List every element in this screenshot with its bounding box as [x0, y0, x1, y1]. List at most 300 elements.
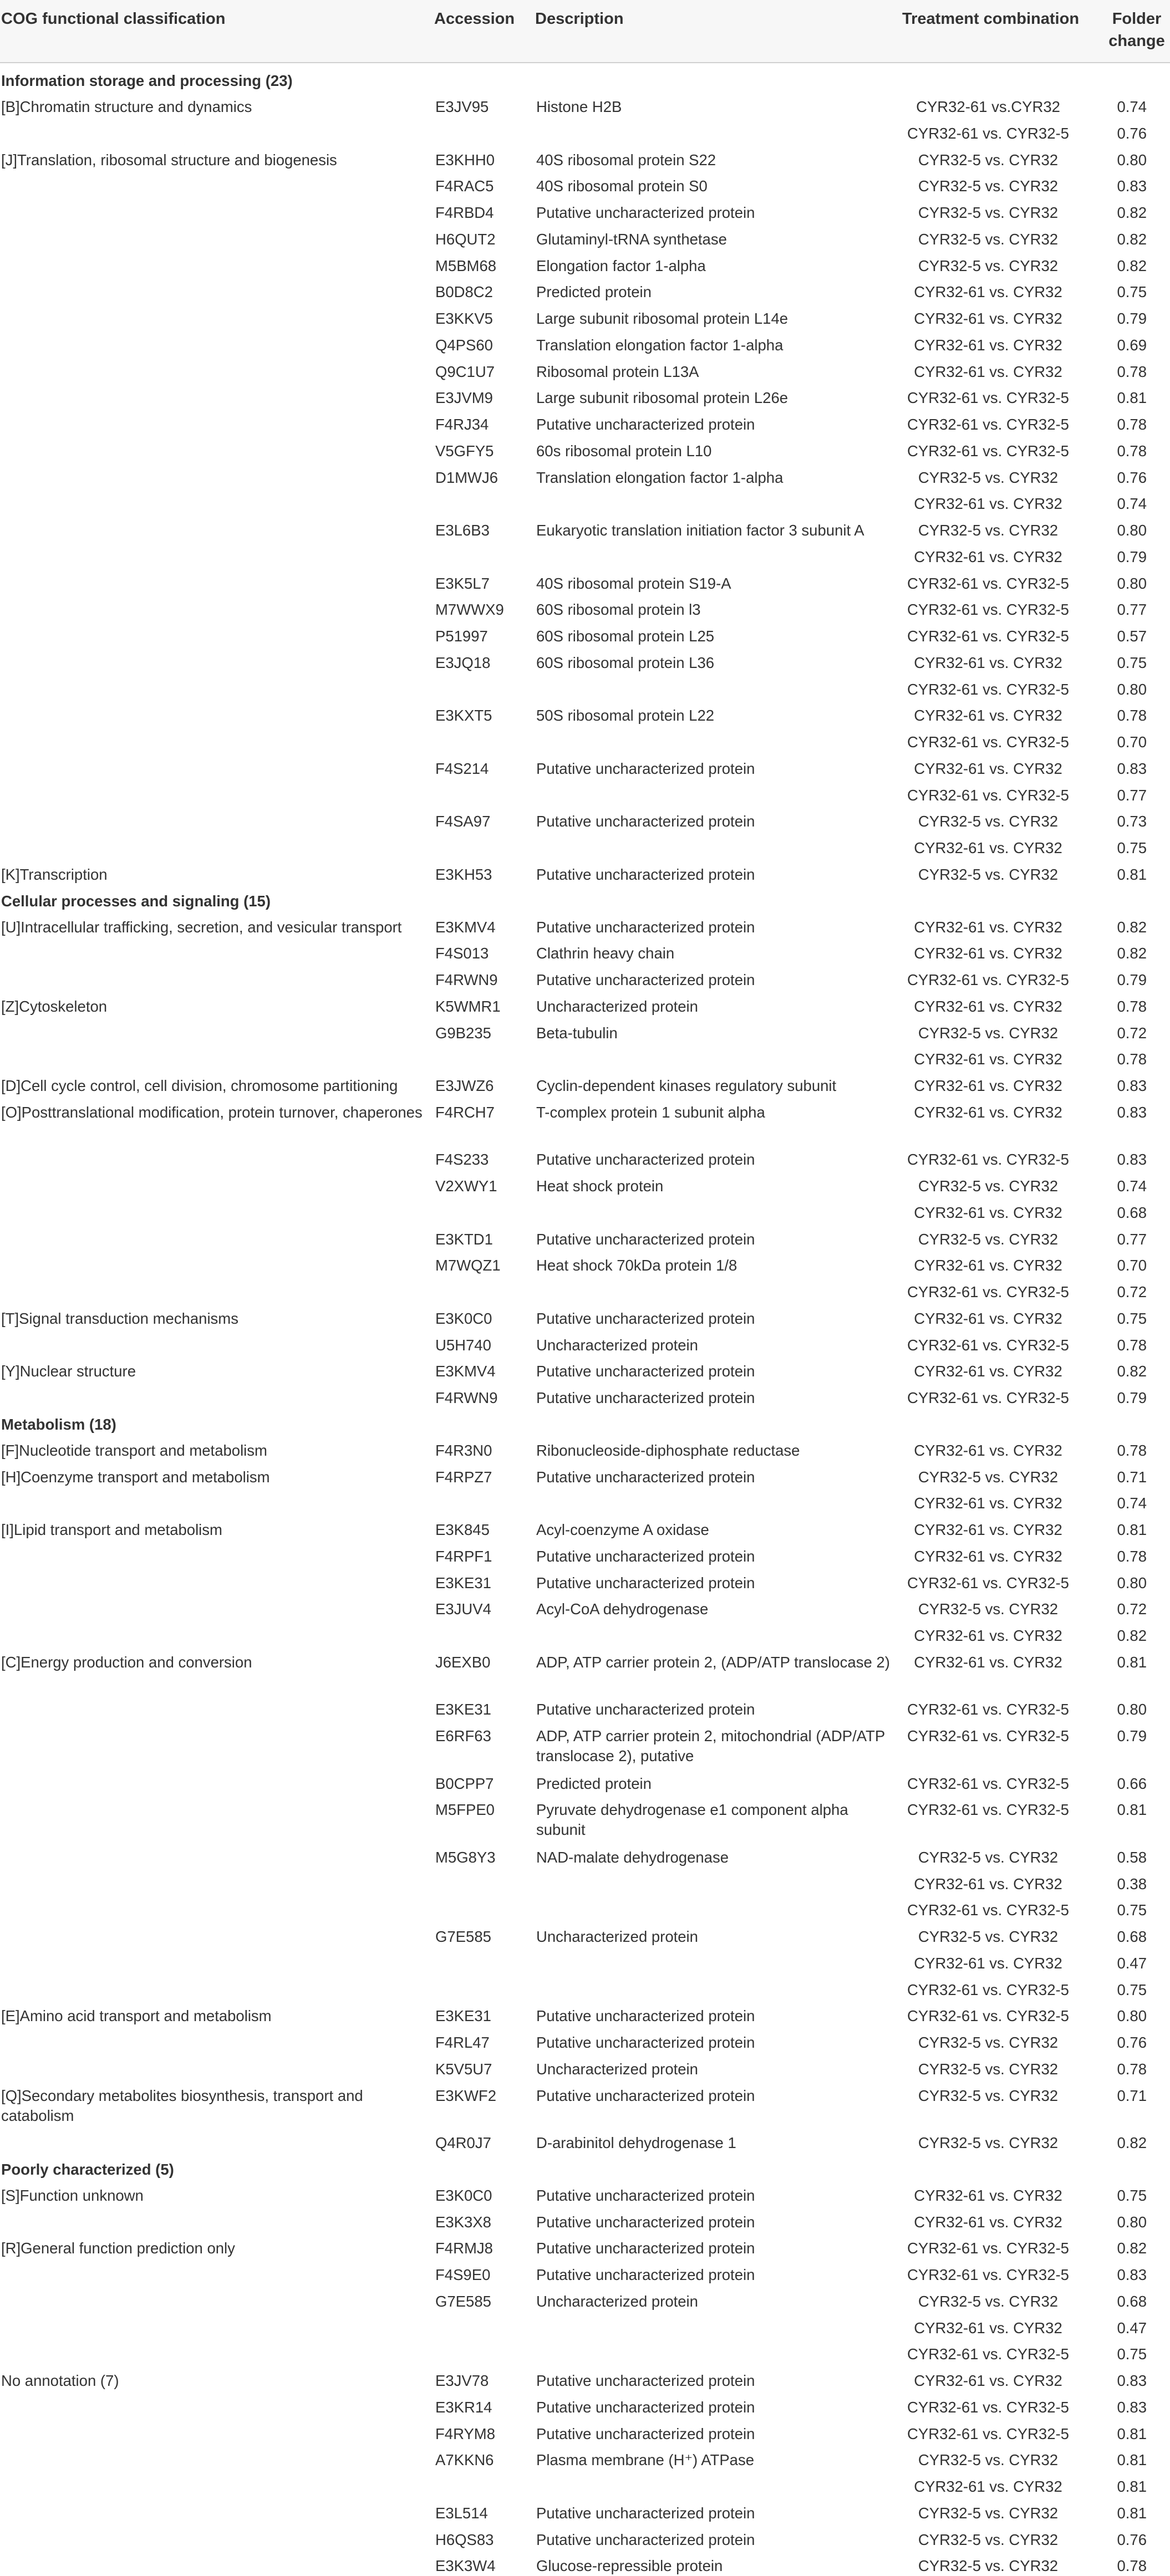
fold-change-cell: 0.76 [1117, 2531, 1147, 2548]
treatment-cell: CYR32-61 vs. CYR32 [914, 1547, 1062, 1565]
treatment-cell: CYR32-61 vs. CYR32 [914, 2319, 1062, 2337]
treatment-cell: CYR32-61 vs. CYR32 [914, 1627, 1062, 1644]
treatment-cell: CYR32-5 vs. CYR32 [918, 177, 1059, 195]
fold-change-cell: 0.81 [1117, 865, 1147, 883]
description-cell: Large subunit ribosomal protein L26e [536, 389, 789, 407]
description-cell: Predicted protein [536, 1774, 652, 1792]
accession-cell: F4S013 [435, 945, 489, 962]
treatment-cell: CYR32-5 vs. CYR32 [918, 230, 1059, 248]
accession-cell: E3JQ18 [435, 654, 491, 671]
fold-change-cell: 0.78 [1117, 1050, 1147, 1068]
accession-cell: F4RL47 [435, 2034, 490, 2051]
treatment-cell: CYR32-61 vs. CYR32 [914, 918, 1062, 936]
treatment-cell: CYR32-5 vs. CYR32 [918, 2034, 1059, 2051]
treatment-cell: CYR32-61 vs. CYR32 [914, 310, 1062, 327]
accession-cell: G7E585 [435, 1928, 491, 1945]
description-cell: 40S ribosomal protein S19-A [536, 574, 731, 592]
description-cell: Ribonucleoside-diphosphate reductase [536, 1441, 800, 1459]
description-cell: Putative uncharacterized protein [536, 1363, 755, 1380]
fold-change-cell: 0.73 [1117, 813, 1147, 830]
fold-change-cell: 0.74 [1117, 1494, 1147, 1512]
treatment-cell: CYR32-61 vs. CYR32-5 [907, 1801, 1069, 1819]
fold-change-cell: 0.78 [1117, 442, 1147, 460]
accession-cell: F4RYM8 [435, 2425, 495, 2442]
treatment-cell: CYR32-61 vs. CYR32 [914, 1494, 1062, 1512]
accession-cell: E3JVM9 [435, 389, 493, 407]
fold-change-cell: 0.71 [1117, 2087, 1147, 2104]
accession-cell: F4RBD4 [435, 204, 494, 221]
accession-cell: E3KMV4 [435, 918, 496, 936]
treatment-cell: CYR32-61 vs. CYR32-5 [907, 442, 1069, 460]
treatment-cell: CYR32-5 vs. CYR32 [918, 204, 1059, 221]
accession-cell: F4RCH7 [435, 1103, 495, 1121]
cog-category-cell: [F]Nucleotide transport and metabolism [1, 1441, 267, 1459]
treatment-cell: CYR32-61 vs. CYR32 [914, 1441, 1062, 1459]
treatment-cell: CYR32-61 vs. CYR32 [914, 1521, 1062, 1538]
fold-change-cell: 0.76 [1117, 124, 1147, 142]
fold-change-cell: 0.79 [1117, 1389, 1147, 1406]
fold-change-cell: 0.81 [1117, 1521, 1147, 1538]
cog-category-cell: [T]Signal transduction mechanisms [1, 1309, 238, 1327]
accession-cell: E3JUV4 [435, 1600, 491, 1618]
fold-change-cell: 0.57 [1117, 628, 1147, 645]
treatment-cell: CYR32-5 vs. CYR32 [918, 2087, 1059, 2104]
accession-cell: F4S9E0 [435, 2266, 491, 2283]
fold-change-cell: 0.82 [1117, 918, 1147, 936]
treatment-cell: CYR32-61 vs. CYR32 [914, 2213, 1062, 2231]
description-cell: Putative uncharacterized protein [536, 813, 755, 830]
treatment-cell: CYR32-61 vs. CYR32-5 [907, 1151, 1069, 1169]
fold-change-cell: 0.78 [1117, 2557, 1147, 2575]
accession-cell: E3JWZ6 [435, 1077, 494, 1094]
accession-cell: F4RWN9 [435, 971, 498, 988]
accession-cell: E3KTD1 [435, 1230, 493, 1248]
cog-category-cell: [K]Transcription [1, 865, 108, 883]
description-cell: Predicted protein [536, 283, 652, 301]
accession-cell: Q9C1U7 [435, 363, 495, 380]
treatment-cell: CYR32-61 vs. CYR32 [914, 548, 1062, 565]
fold-change-cell: 0.83 [1117, 1103, 1147, 1121]
treatment-cell: CYR32-61 vs. CYR32 [914, 495, 1062, 513]
accession-cell: E3KE31 [435, 1574, 491, 1591]
accession-cell: F4S214 [435, 759, 489, 777]
description-cell: Large subunit ribosomal protein L14e [536, 310, 789, 327]
accession-cell: F4S233 [435, 1151, 489, 1169]
fold-change-cell: 0.75 [1117, 1901, 1147, 1919]
description-cell: Putative uncharacterized protein [536, 204, 755, 221]
description-cell: Acyl-CoA dehydrogenase [536, 1600, 709, 1618]
accession-cell: M5BM68 [435, 257, 497, 274]
treatment-cell: CYR32-61 vs. CYR32-5 [907, 124, 1069, 142]
description-cell: Putative uncharacterized protein [536, 2425, 755, 2442]
description-cell: 40S ribosomal protein S0 [536, 177, 708, 195]
description-cell: 60S ribosomal protein L25 [536, 628, 715, 645]
fold-change-cell: 0.77 [1117, 1230, 1147, 1248]
fold-change-cell: 0.83 [1117, 177, 1147, 195]
fold-change-cell: 0.83 [1117, 1151, 1147, 1169]
description-cell: Pyruvate dehydrogenase e1 component alpha subunit [536, 1801, 848, 1839]
accession-cell: E6RF63 [435, 1727, 491, 1744]
description-cell: ADP, ATP carrier protein 2, (ADP/ATP translocase 2) [536, 1653, 890, 1671]
fold-change-cell: 0.68 [1117, 1203, 1147, 1221]
treatment-cell: CYR32-61 vs. CYR32-5 [907, 628, 1069, 645]
treatment-cell: CYR32-61 vs. CYR32-5 [907, 1981, 1069, 1998]
cog-category-cell: [Q]Secondary metabolites biosynthesis, transport and catabolism [1, 2087, 363, 2124]
treatment-cell: CYR32-5 vs. CYR32 [918, 1600, 1059, 1618]
cog-category-cell: [J]Translation, ribosomal structure and biogenesis [1, 151, 337, 169]
fold-change-cell: 0.80 [1117, 680, 1147, 698]
fold-change-cell: 0.82 [1117, 230, 1147, 248]
fold-change-cell: 0.81 [1117, 1653, 1147, 1671]
treatment-cell: CYR32-5 vs. CYR32 [918, 2451, 1059, 2469]
treatment-cell: CYR32-5 vs. CYR32 [918, 2557, 1059, 2575]
description-cell: Uncharacterized protein [536, 2060, 698, 2078]
treatment-cell: CYR32-61 vs. CYR32 [914, 1050, 1062, 1068]
treatment-cell: CYR32-5 vs. CYR32 [918, 522, 1059, 539]
fold-change-cell: 0.66 [1117, 1774, 1147, 1792]
cog-category-cell: [C]Energy production and conversion [1, 1653, 252, 1671]
treatment-cell: CYR32-61 vs. CYR32-5 [907, 786, 1069, 804]
fold-change-cell: 0.75 [1117, 1981, 1147, 1998]
col-header-description: Description [535, 10, 624, 28]
treatment-cell: CYR32-61 vs. CYR32 [914, 1363, 1062, 1380]
accession-cell: E3K3W4 [435, 2557, 496, 2575]
section-heading: Metabolism (18) [1, 1415, 116, 1433]
description-cell: Heat shock protein [536, 1177, 664, 1195]
treatment-cell: CYR32-61 vs. CYR32 [914, 2372, 1062, 2389]
treatment-cell: CYR32-5 vs. CYR32 [918, 865, 1059, 883]
accession-cell: E3L6B3 [435, 522, 490, 539]
col-header-fold-change-1: Folder [1112, 10, 1162, 28]
fold-change-cell: 0.70 [1117, 733, 1147, 751]
fold-change-cell: 0.75 [1117, 1309, 1147, 1327]
description-cell: Putative uncharacterized protein [536, 1468, 755, 1486]
treatment-cell: CYR32-61 vs. CYR32-5 [907, 2007, 1069, 2025]
accession-cell: Q4PS60 [435, 336, 493, 354]
cog-category-cell: No annotation (7) [1, 2372, 119, 2389]
description-cell: T-complex protein 1 subunit alpha [536, 1103, 765, 1121]
description-cell: Putative uncharacterized protein [536, 1151, 755, 1169]
fold-change-cell: 0.69 [1117, 336, 1147, 354]
description-cell: Eukaryotic translation initiation factor 3 subunit A [536, 522, 864, 539]
treatment-cell: CYR32-61 vs. CYR32-5 [907, 733, 1069, 751]
fold-change-cell: 0.72 [1117, 1024, 1147, 1042]
description-cell: 60S ribosomal protein l3 [536, 601, 701, 619]
cog-category-cell: [R]General function prediction only [1, 2240, 235, 2257]
fold-change-cell: 0.77 [1117, 786, 1147, 804]
treatment-cell: CYR32-61 vs. CYR32-5 [907, 1727, 1069, 1744]
description-cell: Putative uncharacterized protein [536, 2087, 755, 2104]
description-cell: Cyclin-dependent kinases regulatory subunit [536, 1077, 837, 1094]
description-cell: Translation elongation factor 1-alpha [536, 468, 784, 486]
description-cell: Putative uncharacterized protein [536, 2266, 755, 2283]
accession-cell: E3KHH0 [435, 151, 495, 169]
cog-category-cell: [O]Posttranslational modification, protein turnover, chaperones [1, 1103, 423, 1121]
fold-change-cell: 0.81 [1117, 2478, 1147, 2495]
description-cell: Putative uncharacterized protein [536, 2186, 755, 2204]
fold-change-cell: 0.82 [1117, 204, 1147, 221]
treatment-cell: CYR32-5 vs. CYR32 [918, 813, 1059, 830]
accession-cell: F4RJ34 [435, 416, 489, 433]
accession-cell: G7E585 [435, 2292, 491, 2310]
fold-change-cell: 0.81 [1117, 2504, 1147, 2522]
section-heading: Information storage and processing (23) [1, 72, 293, 89]
description-cell: Uncharacterized protein [536, 997, 698, 1015]
fold-change-cell: 0.74 [1117, 98, 1147, 115]
treatment-cell: CYR32-61 vs. CYR32 [914, 839, 1062, 856]
treatment-cell: CYR32-5 vs. CYR32 [918, 2292, 1059, 2310]
description-cell: Elongation factor 1-alpha [536, 257, 706, 274]
fold-change-cell: 0.80 [1117, 1701, 1147, 1718]
accession-cell: F4RMJ8 [435, 2240, 493, 2257]
accession-cell: M7WQZ1 [435, 1257, 501, 1274]
fold-change-cell: 0.75 [1117, 2345, 1147, 2363]
fold-change-cell: 0.80 [1117, 2213, 1147, 2231]
treatment-cell: CYR32-5 vs. CYR32 [918, 1230, 1059, 1248]
accession-cell: P51997 [435, 628, 488, 645]
accession-cell: E3JV78 [435, 2372, 489, 2389]
fold-change-cell: 0.76 [1117, 468, 1147, 486]
description-cell: Histone H2B [536, 98, 622, 115]
accession-cell: F4SA97 [435, 813, 491, 830]
fold-change-cell: 0.38 [1117, 1875, 1147, 1893]
description-cell: Putative uncharacterized protein [536, 1574, 755, 1591]
treatment-cell: CYR32-61 vs. CYR32 [914, 2186, 1062, 2204]
treatment-cell: CYR32-61 vs. CYR32-5 [907, 1336, 1069, 1354]
treatment-cell: CYR32-61 vs. CYR32 [914, 1954, 1062, 1972]
fold-change-cell: 0.81 [1117, 2425, 1147, 2442]
treatment-cell: CYR32-5 vs. CYR32 [918, 1928, 1059, 1945]
fold-change-cell: 0.77 [1117, 601, 1147, 619]
treatment-cell: CYR32-61 vs. CYR32-5 [907, 971, 1069, 988]
fold-change-cell: 0.74 [1117, 495, 1147, 513]
cog-category-cell: [S]Function unknown [1, 2186, 144, 2204]
description-cell: Heat shock 70kDa protein 1/8 [536, 1257, 737, 1274]
description-cell: Putative uncharacterized protein [536, 1701, 755, 1718]
description-cell: Uncharacterized protein [536, 1928, 698, 1945]
description-cell: Putative uncharacterized protein [536, 2531, 755, 2548]
description-cell: Putative uncharacterized protein [536, 2398, 755, 2416]
treatment-cell: CYR32-61 vs. CYR32 [914, 1257, 1062, 1274]
fold-change-cell: 0.75 [1117, 654, 1147, 671]
description-cell: Ribosomal protein L13A [536, 363, 699, 380]
description-cell: Translation elongation factor 1-alpha [536, 336, 784, 354]
fold-change-cell: 0.75 [1117, 283, 1147, 301]
accession-cell: Q4R0J7 [435, 2134, 491, 2151]
treatment-cell: CYR32-5 vs. CYR32 [918, 1177, 1059, 1195]
col-header-fold-change-2: change [1108, 32, 1165, 50]
treatment-cell: CYR32-61 vs. CYR32 [914, 1875, 1062, 1893]
description-cell: Putative uncharacterized protein [536, 2240, 755, 2257]
accession-cell: G9B235 [435, 1024, 491, 1042]
description-cell: Uncharacterized protein [536, 2292, 698, 2310]
fold-change-cell: 0.79 [1117, 1727, 1147, 1744]
treatment-cell: CYR32-61 vs. CYR32-5 [907, 416, 1069, 433]
fold-change-cell: 0.82 [1117, 1363, 1147, 1380]
accession-cell: M5FPE0 [435, 1801, 495, 1819]
accession-cell: K5V5U7 [435, 2060, 492, 2078]
description-cell: Glutaminyl-tRNA synthetase [536, 230, 727, 248]
fold-change-cell: 0.81 [1117, 389, 1147, 407]
description-cell: Putative uncharacterized protein [536, 416, 755, 433]
fold-change-cell: 0.76 [1117, 2034, 1147, 2051]
fold-change-cell: 0.78 [1117, 1547, 1147, 1565]
treatment-cell: CYR32-61 vs. CYR32-5 [907, 1701, 1069, 1718]
description-cell: Acyl-coenzyme A oxidase [536, 1521, 709, 1538]
treatment-cell: CYR32-61 vs. CYR32-5 [907, 1774, 1069, 1792]
cog-category-cell: [D]Cell cycle control, cell division, chromosome partitioning [1, 1077, 398, 1094]
fold-change-cell: 0.75 [1117, 2186, 1147, 2204]
description-cell: 40S ribosomal protein S22 [536, 151, 716, 169]
description-cell: Putative uncharacterized protein [536, 2034, 755, 2051]
accession-cell: E3JV95 [435, 98, 489, 115]
treatment-cell: CYR32-5 vs. CYR32 [918, 2134, 1059, 2151]
description-cell: Putative uncharacterized protein [536, 2504, 755, 2522]
treatment-cell: CYR32-61 vs. CYR32-5 [907, 2240, 1069, 2257]
accession-cell: H6QUT2 [435, 230, 496, 248]
treatment-cell: CYR32-5 vs. CYR32 [918, 2504, 1059, 2522]
treatment-cell: CYR32-61 vs. CYR32 [914, 363, 1062, 380]
description-cell: NAD-malate dehydrogenase [536, 1848, 729, 1866]
treatment-cell: CYR32-61 vs. CYR32-5 [907, 574, 1069, 592]
treatment-cell: CYR32-61 vs. CYR32 [914, 1077, 1062, 1094]
fold-change-cell: 0.79 [1117, 548, 1147, 565]
fold-change-cell: 0.58 [1117, 1848, 1147, 1866]
description-cell: 60s ribosomal protein L10 [536, 442, 712, 460]
description-cell: Putative uncharacterized protein [536, 2007, 755, 2025]
treatment-cell: CYR32-61 vs. CYR32 [914, 759, 1062, 777]
fold-change-cell: 0.47 [1117, 1954, 1147, 1972]
description-cell: Putative uncharacterized protein [536, 971, 755, 988]
accession-cell: E3KE31 [435, 1701, 491, 1718]
accession-cell: B0CPP7 [435, 1774, 494, 1792]
accession-cell: E3K0C0 [435, 2186, 492, 2204]
description-cell: 50S ribosomal protein L22 [536, 707, 715, 725]
fold-change-cell: 0.72 [1117, 1283, 1147, 1300]
accession-cell: M5G8Y3 [435, 1848, 496, 1866]
treatment-cell: CYR32-61 vs. CYR32-5 [907, 1901, 1069, 1919]
fold-change-cell: 0.79 [1117, 310, 1147, 327]
accession-cell: D1MWJ6 [435, 468, 498, 486]
treatment-cell: CYR32-5 vs. CYR32 [918, 1848, 1059, 1866]
fold-change-cell: 0.71 [1117, 1468, 1147, 1486]
accession-cell: E3KE31 [435, 2007, 491, 2025]
accession-cell: F4RWN9 [435, 1389, 498, 1406]
col-header-accession: Accession [434, 10, 515, 28]
treatment-cell: CYR32-61 vs. CYR32 [914, 1103, 1062, 1121]
treatment-cell: CYR32-61 vs.CYR32 [916, 98, 1060, 115]
cog-category-cell: [E]Amino acid transport and metabolism [1, 2007, 272, 2025]
description-cell: Clathrin heavy chain [536, 945, 675, 962]
fold-change-cell: 0.80 [1117, 522, 1147, 539]
col-header-cog: COG functional classification [1, 10, 226, 28]
accession-cell: E3K0C0 [435, 1309, 492, 1327]
accession-cell: V5GFY5 [435, 442, 494, 460]
treatment-cell: CYR32-61 vs. CYR32 [914, 283, 1062, 301]
treatment-cell: CYR32-61 vs. CYR32-5 [907, 680, 1069, 698]
description-cell: Plasma membrane (H⁺) ATPase [536, 2451, 755, 2469]
cog-category-cell: [H]Coenzyme transport and metabolism [1, 1468, 270, 1486]
fold-change-cell: 0.83 [1117, 2372, 1147, 2389]
fold-change-cell: 0.68 [1117, 2292, 1147, 2310]
fold-change-cell: 0.82 [1117, 2134, 1147, 2151]
treatment-cell: CYR32-61 vs. CYR32-5 [907, 2345, 1069, 2363]
accession-cell: E3KH53 [435, 865, 492, 883]
fold-change-cell: 0.81 [1117, 1801, 1147, 1819]
description-cell: Putative uncharacterized protein [536, 865, 755, 883]
accession-cell: K5WMR1 [435, 997, 501, 1015]
treatment-cell: CYR32-61 vs. CYR32 [914, 654, 1062, 671]
fold-change-cell: 0.78 [1117, 1336, 1147, 1354]
fold-change-cell: 0.80 [1117, 2007, 1147, 2025]
fold-change-cell: 0.82 [1117, 257, 1147, 274]
treatment-cell: CYR32-61 vs. CYR32 [914, 707, 1062, 725]
accession-cell: E3K845 [435, 1521, 490, 1538]
treatment-cell: CYR32-5 vs. CYR32 [918, 2531, 1059, 2548]
treatment-cell: CYR32-61 vs. CYR32-5 [907, 601, 1069, 619]
fold-change-cell: 0.74 [1117, 1177, 1147, 1195]
accession-cell: J6EXB0 [435, 1653, 491, 1671]
accession-cell: E3KMV4 [435, 1363, 496, 1380]
description-cell: Putative uncharacterized protein [536, 1230, 755, 1248]
description-cell: ADP, ATP carrier protein 2, mitochondrial (ADP/ATP translocase 2), putative [536, 1727, 885, 1764]
treatment-cell: CYR32-61 vs. CYR32 [914, 2478, 1062, 2495]
treatment-cell: CYR32-61 vs. CYR32-5 [907, 2266, 1069, 2283]
description-cell: Putative uncharacterized protein [536, 1309, 755, 1327]
fold-change-cell: 0.68 [1117, 1928, 1147, 1945]
description-cell: Putative uncharacterized protein [536, 759, 755, 777]
treatment-cell: CYR32-61 vs. CYR32-5 [907, 1574, 1069, 1591]
accession-cell: E3K5L7 [435, 574, 490, 592]
accession-cell: F4RPF1 [435, 1547, 492, 1565]
accession-cell: F4RAC5 [435, 177, 494, 195]
description-cell: Uncharacterized protein [536, 1336, 698, 1354]
treatment-cell: CYR32-61 vs. CYR32 [914, 1309, 1062, 1327]
fold-change-cell: 0.81 [1117, 2451, 1147, 2469]
accession-cell: E3KWF2 [435, 2087, 497, 2104]
fold-change-cell: 0.78 [1117, 997, 1147, 1015]
fold-change-cell: 0.78 [1117, 2060, 1147, 2078]
accession-cell: E3KR14 [435, 2398, 492, 2416]
fold-change-cell: 0.72 [1117, 1600, 1147, 1618]
fold-change-cell: 0.82 [1117, 1627, 1147, 1644]
cog-category-cell: [B]Chromatin structure and dynamics [1, 98, 252, 115]
fold-change-cell: 0.47 [1117, 2319, 1147, 2337]
description-cell: Putative uncharacterized protein [536, 1547, 755, 1565]
accession-cell: M7WWX9 [435, 601, 504, 619]
description-cell: Beta-tubulin [536, 1024, 618, 1042]
accession-cell: E3KXT5 [435, 707, 492, 725]
treatment-cell: CYR32-61 vs. CYR32-5 [907, 2425, 1069, 2442]
fold-change-cell: 0.79 [1117, 971, 1147, 988]
col-header-treatment: Treatment combination [902, 10, 1080, 28]
treatment-cell: CYR32-5 vs. CYR32 [918, 2060, 1059, 2078]
treatment-cell: CYR32-5 vs. CYR32 [918, 151, 1059, 169]
fold-change-cell: 0.70 [1117, 1257, 1147, 1274]
accession-cell: A7KKN6 [435, 2451, 494, 2469]
fold-change-cell: 0.75 [1117, 839, 1147, 856]
treatment-cell: CYR32-61 vs. CYR32-5 [907, 2398, 1069, 2416]
fold-change-cell: 0.82 [1117, 2240, 1147, 2257]
fold-change-cell: 0.78 [1117, 416, 1147, 433]
accession-cell: E3L514 [435, 2504, 488, 2522]
accession-cell: B0D8C2 [435, 283, 493, 301]
accession-cell: F4RPZ7 [435, 1468, 492, 1486]
accession-cell: U5H740 [435, 1336, 491, 1354]
treatment-cell: CYR32-61 vs. CYR32 [914, 336, 1062, 354]
cog-category-cell: [I]Lipid transport and metabolism [1, 1521, 222, 1538]
description-cell: Putative uncharacterized protein [536, 2213, 755, 2231]
